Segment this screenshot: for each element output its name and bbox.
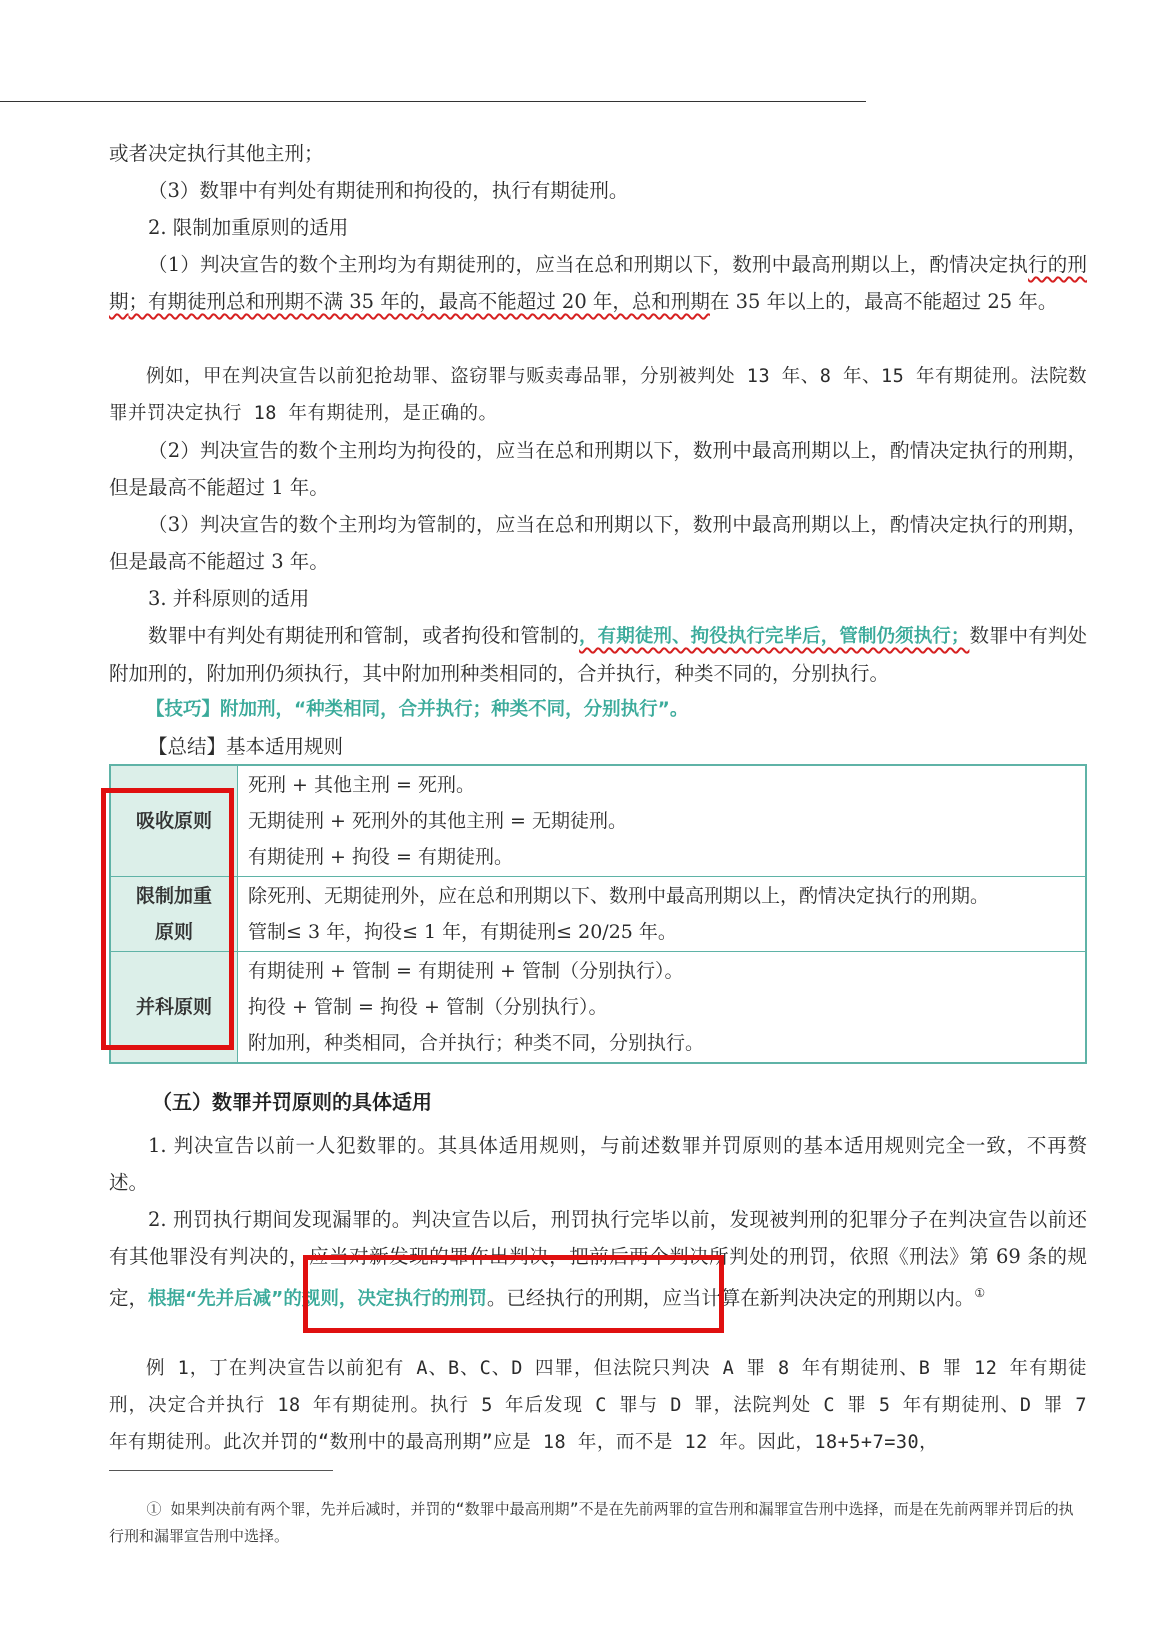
text-span: 在 35 年以上的，最高不能超过 25 年。 (709, 290, 1058, 313)
highlighted-rule: 根据“先并后减”的规则，决定执行的刑罚 (148, 1288, 487, 1310)
rule-line: 拘役 + 管制 = 拘役 + 管制（分别执行）。 (248, 996, 608, 1018)
paragraph-limited-aggravation-1 (109, 246, 1087, 320)
row-label-absorption: 吸收原则 (110, 765, 238, 877)
text-line: 2. 限制加重原则的适用 (148, 216, 349, 239)
row-content (238, 952, 1087, 1064)
rule-line: 无期徒刑 + 死刑外的其他主刑 = 无期徒刑。 (248, 810, 627, 832)
paragraph-before-judgment: 1. 判决宣告以前一人犯数罪的。其具体适用规则，与前述数罪并罚原则的基本适用规则完全一致，不再赘述。 (109, 1134, 1087, 1194)
wavy-underline-annotation: 行的刑期；有期徒刑总和刑期不满 35 年的，最高不能超过 20 年，总和刑期 (109, 253, 1087, 313)
text-span: （1）判决宣告的数个主刑均为有期徒刑的，应当在总和刑期以下，数刑中最高刑期以上，酌情决定执 (148, 253, 1029, 276)
text-line: （3）数罪中有判处有期徒刑和拘役的，执行有期徒刑。 (148, 179, 629, 202)
rule-line: 附加刑，种类相同，合并执行；种类不同，分别执行。 (248, 1032, 705, 1054)
footnote-marker: ① (974, 1286, 986, 1300)
text-span: 。已经执行的刑期，应当计算在新判决决定的刑期以内。 (486, 1286, 975, 1310)
text-span: 数罪中有判处附加刑的，附加刑仍须执行，其中附加刑种类相同的，合并执行，种类不同的，分别执行。 (109, 624, 1087, 685)
footnote: ① 如果判决前有两个罪，先并后减时，并罚的“数罪中最高刑期”不是在先前两罪的宣告刑和漏罪宣告刑中选择，而是在先前两罪并罚后的执行刑和漏罪宣告刑中选择。 (109, 1500, 1074, 1545)
paragraph-control: （3）判决宣告的数个主刑均为管制的，应当在总和刑期以下，数刑中最高刑期以上，酌情决定执行的刑期，但是最高不能超过 3 年。 (109, 513, 1087, 573)
summary-table (109, 764, 1087, 1064)
rule-line: 有期徒刑 + 拘役 = 有期徒刑。 (248, 846, 513, 868)
example-paragraph: 例 1，丁在判决宣告以前犯有 A、B、C、D 四罪，但法院只判决 A 罪 8 年有期徒刑、B 罪 12 年有期徒刑，决定合并执行 18 年有期徒刑。执行 5 年后发现 C 罪与 D 罪，法院判处 C 罪 5 年有期徒刑、D 罪 7 年有期徒刑。此次并罚的“数刑中的最高刑期”应是 18 年，而不是 12 年。因此，18+5+7=30， (109, 1358, 1087, 1453)
header-rule (0, 101, 866, 102)
paragraph-detention: （2）判决宣告的数个主刑均为拘役的，应当在总和刑期以下，数刑中最高刑期以上，酌情决定执行的刑期，但是最高不能超过 1 年。 (109, 439, 1087, 499)
rule-line: 死刑 + 其他主刑 = 死刑。 (248, 774, 475, 796)
rule-line: 除死刑、无期徒刑外，应在总和刑期以下、数刑中最高刑期以上，酌情决定执行的刑期。 (248, 885, 990, 907)
text-line: 或者决定执行其他主刑； (109, 142, 324, 165)
highlighted-rule: ，有期徒刑、拘役执行完毕后，管制仍须执行； (579, 626, 970, 647)
tip-line: 【技巧】附加刑，“种类相同，合并执行；种类不同，分别执行”。 (146, 699, 689, 720)
table-row (110, 877, 1086, 952)
row-content (238, 877, 1087, 952)
rule-line: 管制≤ 3 年，拘役≤ 1 年，有期徒刑≤ 20/25 年。 (248, 921, 677, 943)
subheading-cumulative: 3. 并科原则的适用 (148, 587, 310, 610)
row-label-cumulative: 并科原则 (110, 952, 238, 1064)
red-box-annotation (303, 1255, 724, 1333)
text-span: 数罪中有判处有期徒刑和管制，或者拘役和管制的 (148, 624, 580, 647)
section-heading: （五）数罪并罚原则的具体适用 (152, 1090, 432, 1114)
footnote-rule (109, 1470, 333, 1471)
table-row (110, 952, 1086, 1064)
example-paragraph: 例如，甲在判决宣告以前犯抢劫罪、盗窃罪与贩卖毒品罪，分别被判处 13 年、8 年、15 年有期徒刑。法院数罪并罚决定执行 18 年有期徒刑，是正确的。 (109, 366, 1087, 424)
paragraph-cumulative (109, 617, 1087, 692)
table-row (110, 765, 1086, 877)
text-span: 2. 刑罚执行期间发现漏罪的。判决宣告以后，刑罚执行完毕以前，发现被判刑的犯罪分子在判决宣告以前还有其他罪没有判决的，应当对新发现的罪作出判决，把前后两个判决所判处的刑罚，依照《刑法》第 69 条的规定， (109, 1208, 1087, 1310)
red-box-annotation (101, 788, 234, 1050)
row-label-limited-aggravation: 限制加重 原则 (110, 877, 238, 952)
rule-line: 有期徒刑 + 管制 = 有期徒刑 + 管制（分别执行）。 (248, 960, 684, 982)
summary-title: 【总结】基本适用规则 (148, 735, 344, 758)
row-content (238, 765, 1087, 877)
